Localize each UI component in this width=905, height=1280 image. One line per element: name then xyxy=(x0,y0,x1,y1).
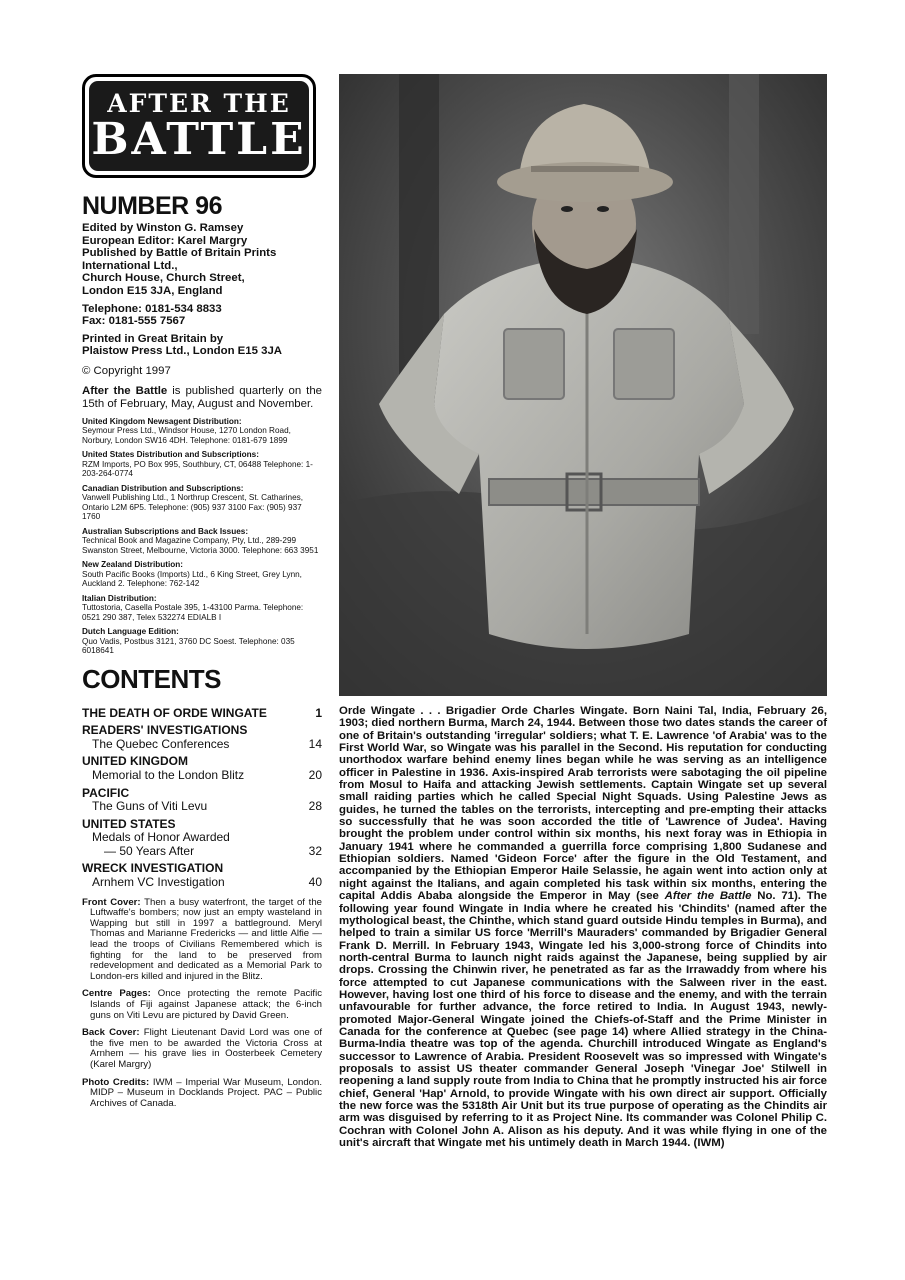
caption-photo-credits xyxy=(82,1078,322,1110)
toc-subheading: — 50 Years After xyxy=(104,843,195,858)
caption-front-cover xyxy=(82,898,322,983)
caption-label: Back Cover: xyxy=(82,1027,140,1039)
toc-section xyxy=(82,755,322,782)
distribution-block xyxy=(82,560,322,589)
main-photo-caption xyxy=(339,705,827,1149)
distribution-heading: Dutch Language Edition: xyxy=(82,627,179,637)
distribution-heading: Canadian Distribution and Subscriptions: xyxy=(82,483,244,493)
telephone-line: Telephone: 0181-534 8833 xyxy=(82,302,222,315)
toc-entry[interactable] xyxy=(82,707,322,721)
toc-subheading: Arnhem VC Investigation xyxy=(92,875,225,890)
magazine-title-italic: After the Battle xyxy=(664,890,752,903)
printer-line: Printed in Great Britain by xyxy=(82,332,224,345)
distribution-text: Vanwell Publishing Ltd., 1 Northrup Crescent, St. Catharines, Ontario L2M 6P5. Telephone: (905) 937 3100 Fax: (905) 937 1760 xyxy=(82,493,304,522)
toc-section xyxy=(82,707,322,721)
toc-section xyxy=(82,862,322,889)
distribution-block xyxy=(82,527,322,556)
distribution-heading: New Zealand Distribution: xyxy=(82,560,183,570)
printer-line: Plaistow Press Ltd., London E15 3JA xyxy=(82,345,283,358)
publication-schedule xyxy=(82,385,322,411)
toc-heading: UNITED KINGDOM xyxy=(82,754,188,769)
issue-number: NUMBER 96 xyxy=(82,192,222,220)
distribution-block xyxy=(82,594,322,623)
logo-line-1: AFTER THE xyxy=(107,89,291,118)
toc-entry[interactable] xyxy=(82,876,322,890)
toc-page: 1 xyxy=(315,705,322,720)
distribution-heading: Italian Distribution: xyxy=(82,593,157,603)
toc-section xyxy=(82,724,322,751)
distribution-text: Seymour Press Ltd., Windsor House, 1270 London Road, Norbury, London SW16 4DH. Telephone: 0181-679 1899 xyxy=(82,426,291,445)
caption-text: Then a busy waterfront, the target of the Luftwaffe's bombers; now just an empty wasteland in Wapping but still in 1997 a battleground. Meryl Thomas and Marianne Fredericks — and little Alfie — lead the troops of Civilians Remembered which is fighting for the land to be preserved from redevelopment and dedicated as a Memorial Park to London-ers killed and injured in the Blitz. xyxy=(90,896,322,982)
distribution-text: South Pacific Books (Imports) Ltd., 6 King Street, Grey Lynn, Auckland 2. Telephone: 762-142 xyxy=(82,569,302,589)
distribution-heading: Australian Subscriptions and Back Issues: xyxy=(82,526,249,536)
caption-centre-pages xyxy=(82,989,322,1021)
toc-subheading: The Guns of Viti Levu xyxy=(92,799,208,814)
toc-page: 40 xyxy=(308,875,322,890)
distribution-block xyxy=(82,627,322,656)
toc-entry xyxy=(82,755,322,769)
distribution-text: RZM Imports, PO Box 995, Southbury, CT, 06488 Telephone: 1-203-264-0774 xyxy=(82,459,313,479)
caption-part-1: Orde Wingate . . . Brigadier Orde Charles Wingate. Born Naini Tal, India, February 26, 1903; died northern Burma, March 24, 1944. Between those two dates stands the career of one of Britain's outstanding 'irregular' soldiers; what T. E. Lawrence 'of Arabia' was to the First World War, so Wingate was his parallel in the Second. His reputation for conducting unorthodox warfare behind enemy lines began while he was serving as an intelligence officer in Palestine in 1936. Axis-inspired Arab terrorists were sabotaging the oil pipeline from Mosul to Haifa and attacking Jewish settlements. Captain Wingate set up several small raiding parties which he called Special Night Squads. Using Palestine Jews as guides, he turned the tables on the terrorists, intercepting and pre-empting their attacks so successfully that he was soon accorded the title of 'Lawrence of Judea'. Having brought the problem under control within six months, his next foray was in Ethiopia in January 1941 where he commanded a guerrilla force comprising 1,800 Sudanese and Ethiopian soldiers. Named 'Gideon Force' after the figure in the Old Testament, and accompanied by the Ethiopian Emperor Haile Selassie, he again went into action only at night against the Italians, and again completed his task within six months, entering the capital Addis Ababa alongside the Emperor in May (see xyxy=(339,705,827,903)
toc-entry xyxy=(82,831,322,845)
distribution-text: Technical Book and Magazine Company, Pty, Ltd., 289-299 Swanston Street, Melbourne, Victoria 3000. Telephone: 663 3951 xyxy=(82,536,319,555)
caption-text: Flight Lieutenant David Lord was one of the five men to be awarded the Victoria Cross at Arnhem — his grave lies in Oosterbeek Cemetery (Karel Margry) xyxy=(90,1027,322,1070)
toc-heading: THE DEATH OF ORDE WINGATE xyxy=(82,705,267,720)
toc-page: 28 xyxy=(308,799,322,814)
toc-heading: READERS' INVESTIGATIONS xyxy=(82,723,248,738)
copyright: © Copyright 1997 xyxy=(82,364,171,377)
toc-entry[interactable] xyxy=(82,845,322,859)
publisher-line: Published by Battle of Britain Prints xyxy=(82,247,277,260)
table-of-contents xyxy=(82,707,322,890)
schedule-text: is published quarterly on the 15th of February, May, August and November. xyxy=(82,384,322,410)
editor-line: Edited by Winston G. Ramsey xyxy=(82,222,244,234)
caption-label: Front Cover: xyxy=(82,896,141,908)
contents-title: CONTENTS xyxy=(82,663,221,694)
toc-section xyxy=(82,787,322,814)
distribution-list xyxy=(82,417,322,656)
distribution-text: Quo Vadis, Postbus 3121, 3760 DC Soest. Telephone: 035 6018641 xyxy=(82,636,295,656)
distribution-text: Tuttostoria, Casella Postale 395, 1-43100 Parma. Telephone: 0521 290 387, Telex 532274 EDIALB I xyxy=(82,603,304,622)
distribution-block xyxy=(82,484,322,522)
toc-heading: PACIFIC xyxy=(82,785,130,800)
address-line: Church House, Church Street, xyxy=(82,272,245,285)
toc-entry xyxy=(82,862,322,876)
toc-entry[interactable] xyxy=(82,769,322,783)
european-editor-line: European Editor: Karel Margry xyxy=(82,234,248,247)
caption-label: Centre Pages: xyxy=(82,988,151,1000)
publisher-line: International Ltd., xyxy=(82,259,178,272)
toc-subheading: The Quebec Conferences xyxy=(92,736,230,751)
distribution-heading: United States Distribution and Subscriptions: xyxy=(82,450,259,460)
toc-entry[interactable] xyxy=(82,800,322,814)
caption-back-cover xyxy=(82,1028,322,1070)
distribution-block xyxy=(82,417,322,446)
masthead-logo xyxy=(82,74,316,178)
toc-heading: WRECK INVESTIGATION xyxy=(82,861,224,876)
toc-page: 20 xyxy=(308,767,322,782)
caption-label: Photo Credits: xyxy=(82,1076,150,1088)
portrait-photo xyxy=(339,74,827,696)
publisher-info xyxy=(82,222,322,358)
cover-captions xyxy=(82,898,322,1110)
toc-heading: UNITED STATES xyxy=(82,816,176,831)
soldier-portrait-illustration xyxy=(339,74,827,696)
toc-subheading: Memorial to the London Blitz xyxy=(92,767,245,782)
caption-text: IWM – Imperial War Museum, London. MIDP – Museum in Docklands Project. PAC – Public Archives of Canada. xyxy=(90,1076,323,1109)
toc-entry xyxy=(82,787,322,801)
toc-entry xyxy=(82,724,322,738)
toc-section xyxy=(82,818,322,859)
toc-page: 32 xyxy=(308,843,322,858)
toc-subheading: Medals of Honor Awarded xyxy=(92,830,230,845)
address-line: London E15 3JA, England xyxy=(82,284,223,297)
caption-part-2: No. 71). The following year found Wingate in India where he created his 'Chindits' (named after the mythological beast, the Chinthe, which stand guard outside Hindu temples in Burma), and helped to train a similar US force 'Merrill's Mauraders' commanded by Brigadier General Frank D. Merrill. In February 1943, Wingate led his 3,000-strong force of Chindits into north-central Burma to launch night raids against the Japanese, being supplied by air drops. Crossing the Chinwin river, he penetrated as far as the Irrawaddy from where his force attempted to cut Japanese communications with the Salween river in the east. However, having lost one third of his force to disease and the enemy, and with the terrain unfavourable for further advance, the force retired to India. In August 1943, newly-promoted Major-General Wingate joined the Chiefs-of-Staff and the Prime Minister in Canada for the conference at Quebec (see page 14) where Allied strategy in the China-Burma-India theatre was top of the agenda. Churchill introduced Wingate as England's successor to Lawrence of Arabia. President Roosevelt was so impressed with Wingate's proposals to assist US theater commander General Joseph 'Vinegar Joe' Stilwell in reopening a land supply route from India to China that he promptly instructed his air force chief, General 'Hap' Arnold, to provide Wingate with his own direct air support. Officially the new force was the 5318th Air Unit but its true purpose of operating as the Chindits air arm was disguised by referring to it as Project Nine. Its commander was Colonel Philip C. Cochran with Colonel John A. Alison as his deputy. And it was while flying in one of the unit's aircraft that Wingate met his untimely death in March 1944. (IWM) xyxy=(339,890,827,1150)
left-column xyxy=(82,74,322,1116)
logo-line-2: BATTLE xyxy=(91,114,307,165)
distribution-block xyxy=(82,450,322,479)
distribution-heading: United Kingdom Newsagent Distribution: xyxy=(82,416,242,426)
toc-entry xyxy=(82,818,322,832)
caption-text: Once protecting the remote Pacific Islands of Fiji against Japanese attack; the 6-inch guns on Viti Levu are pictured by David Green. xyxy=(90,988,323,1021)
fax-line: Fax: 0181-555 7567 xyxy=(82,315,186,328)
toc-page: 14 xyxy=(308,736,322,751)
toc-entry[interactable] xyxy=(82,738,322,752)
magazine-name: After the Battle xyxy=(82,384,168,397)
